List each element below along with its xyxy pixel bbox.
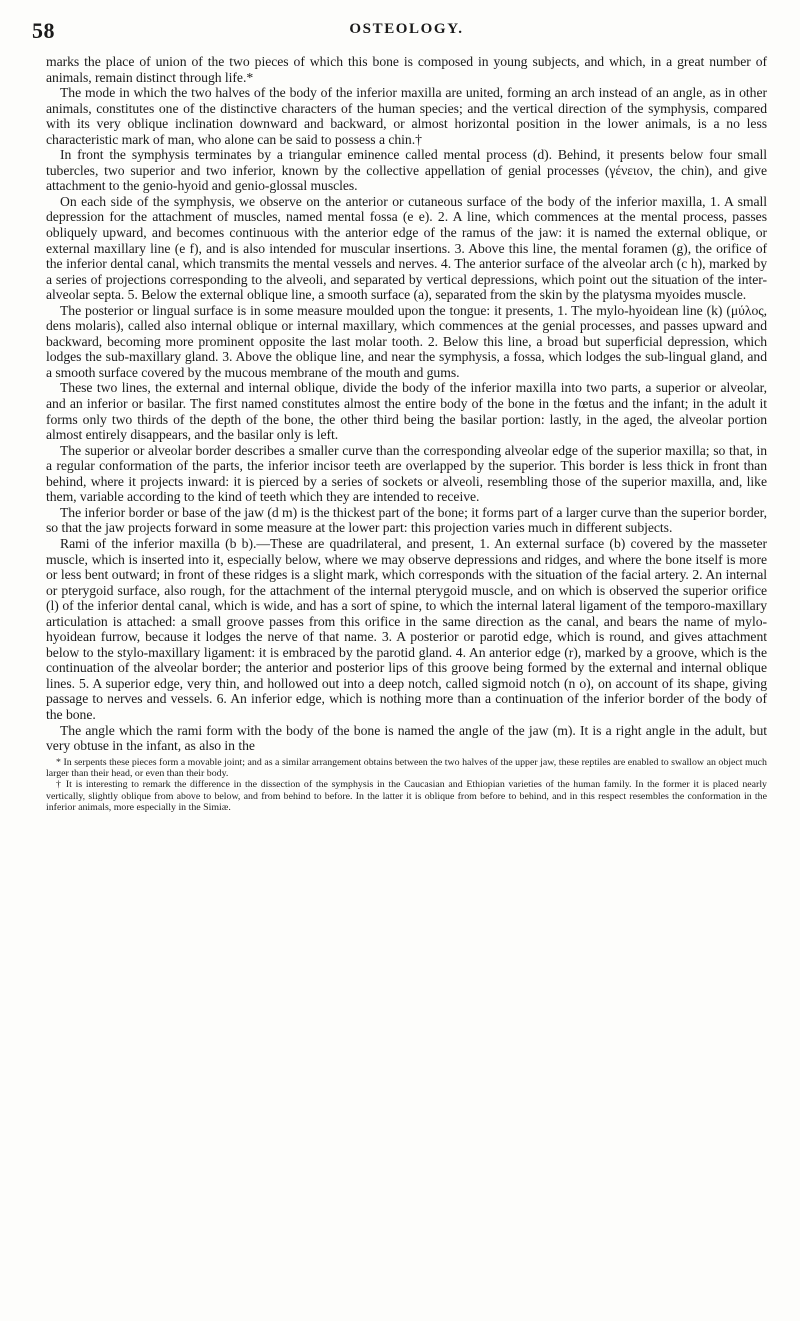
paragraph: The mode in which the two halves of the body of the inferior maxilla are united, forming an arch instead of an angle, as in other animals, constitutes one of the distinctive characters of the human species; and the vertical direction of the symphysis, compared with its very oblique inclination downward and backward, or almost horizontal position in the lower animals, is a no less characteristic mark of man, who alone can be said to possess a chin.† [46,85,767,147]
running-head: OSTEOLOGY. [349,21,464,37]
paragraph: In front the symphysis terminates by a triangular eminence called mental process (d). Behind, it presents below four small tubercles, two superior and two inferior, known by the collective appellation of genial processes (γένειον, the chin), and give attachment to the genio-hyoid and genio-glossal muscles. [46,147,767,194]
footnote: * In serpents these pieces form a movable joint; and as a similar arrangement obtains between the two halves of the upper jaw, these reptiles are enabled to swallow an object much larger than their head, or even than their body. [46,756,767,780]
footnotes [46,757,767,814]
paragraph: These two lines, the external and internal oblique, divide the body of the inferior maxilla into two parts, a superior or alveolar, and an inferior or basilar. The first named constitutes almost the entire body of the bone in the fœtus and the infant; in the adult it forms only two thirds of the depth of the bone, the other third being the basilar portion: lastly, in the aged, the alveolar portion almost entirely disappears, and the basilar only is left. [46,380,767,443]
footnote: † It is interesting to remark the difference in the dissection of the symphysis in the Caucasian and Ethiopian varieties of the human family. In the former it is placed nearly vertically, slightly oblique from above to below, and from behind to before. In the latter it is oblique from before to behind, and in this respect resembles the conformation in the inferior animals, more especially in the Simiæ. [46,779,767,814]
paragraph: The angle which the rami form with the body of the bone is named the angle of the jaw (m). It is a right angle in the adult, but very obtuse in the infant, as also in the [46,722,767,754]
paragraph: On each side of the symphysis, we observe on the anterior or cutaneous surface of the body of the inferior maxilla, 1. A small depression for the attachment of muscles, named mental fossa (e e). 2. A line, which commences at the mental process, passes obliquely upward, and becomes continuous with the anterior edge of the ramus of the jaw: it is named the external oblique, or external maxillary line (e f), and is also intended for muscular insertions. 3. Above this line, the mental foramen (g), the orifice of the inferior dental canal, which transmits the mental vessels and nerves. 4. The anterior surface of the alveolar arch (c h), marked by a series of projections corresponding to the alveoli, and separated by vertical depressions, which point out the situation of the inter-alveolar septa. 5. Below the external oblique line, a smooth surface (a), separated from the skin by the platysma myoides muscle. [46,193,767,303]
paragraph: marks the place of union of the two pieces of which this bone is composed in young subjects, and which, in a great number of animals, remain distinct through life.* [46,54,767,85]
page-number: 58 [32,18,55,43]
paragraph: Rami of the inferior maxilla (b b).—These are quadrilateral, and present, 1. An external surface (b) covered by the masseter muscle, which is inserted into it, especially below, where we may observe depressions and ridges, and where the bone itself is more or less bent outward; in front of these ridges is a slight mark, which corresponds with the situation of the facial artery. 2. An internal or pterygoid surface, also rough, for the attachment of the internal pterygoid muscle, and on which is observed the superior orifice (l) of the inferior dental canal, which is wide, and has a sort of spine, to which the internal lateral ligament of the temporo-maxillary articulation is attached: a small groove passes from this orifice in the same direction as the canal, and bears the name of mylo-hyoidean furrow, because it lodges the nerve of that name. 3. A posterior or parotid edge, which is round, and gives attachment below to the stylo-maxillary ligament: it is embraced by the parotid gland. 4. An anterior edge (r), marked by a groove, which is the continuation of the alveolar border; the anterior and posterior lips of this groove being formed by the external and internal oblique lines. 5. A superior edge, very thin, and hollowed out into a deep notch, called sigmoid notch (n o), on account of its shape, giving passage to nerves and vessels. 6. An inferior edge, which is nothing more than a continuation of the inferior border of the body of the bone. [46,535,767,722]
body-text [46,54,767,754]
paragraph: The inferior border or base of the jaw (d m) is the thickest part of the bone; it forms part of a larger curve than the superior border, so that the jaw projects forward in some measure at the lower part: this projection varies much in different subjects. [46,504,767,536]
paragraph: The superior or alveolar border describes a smaller curve than the corresponding alveolar edge of the superior maxilla; so that, in a regular conformation of the parts, the inferior incisor teeth are overlapped by the superior. This border is less thick in front than behind, where it projects inward: it is pierced by a series of sockets or alveoli, resembling those of the superior maxilla, and, like them, variable according to the kind of teeth which they are intended to receive. [46,442,767,505]
page-header [32,18,767,54]
paragraph: The posterior or lingual surface is in some measure moulded upon the tongue: it presents, 1. The mylo-hyoidean line (k) (μύλος, dens molaris), called also internal oblique or internal maxillary, which commences at the genial processes, and passes upward and backward, becoming more prominent opposite the last molar tooth. 2. Below this line, a broad but superficial depression, which lodges the sub-maxillary gland. 3. Above the oblique line, and near the symphysis, a fossa, which lodges the sub-lingual gland, and a smooth surface covered by the mucous membrane of the mouth and gums. [46,302,767,380]
